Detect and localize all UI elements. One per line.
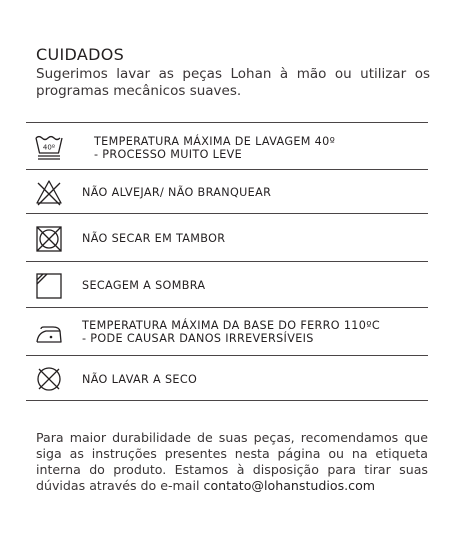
care-item-wash	[26, 122, 428, 169]
care-line: TEMPERATURA MÁXIMA DE LAVAGEM 40º	[94, 135, 336, 148]
care-line: NÃO SECAR EM TAMBOR	[82, 232, 226, 245]
care-item-iron	[26, 307, 428, 355]
do-not-tumble-dry-icon	[34, 224, 64, 254]
care-item-dry-clean	[26, 355, 428, 401]
iron-low-heat-icon	[34, 319, 64, 349]
care-item-text	[82, 232, 225, 245]
care-intro: Sugerimos lavar as peças Lohan à mão ou utilizar os programas mecânicos suaves.	[36, 66, 430, 99]
care-line: SECAGEM A SOMBRA	[82, 279, 206, 292]
care-item-text	[82, 186, 271, 199]
do-not-dry-clean-icon	[34, 364, 64, 394]
care-line: NÃO ALVEJAR/ NÃO BRANQUEAR	[82, 186, 272, 199]
care-item-tumble	[26, 213, 428, 261]
footer-text: Para maior durabilidade de suas peças, recomendamos que siga as instruções presentes nesta página ou na etiqueta interna do produto. Estamos à disposição para tirar suas dúvidas através do e-mail	[36, 430, 428, 493]
care-line: - PODE CAUSAR DANOS IRREVERSÍVEIS	[82, 332, 314, 345]
care-item-shade	[26, 261, 428, 307]
wash-40-gentle-icon	[34, 132, 64, 162]
care-line: TEMPERATURA MÁXIMA DA BASE DO FERRO 110ºC	[82, 319, 381, 332]
care-line: NÃO LAVAR A SECO	[82, 373, 198, 386]
care-instructions-list	[26, 122, 428, 401]
care-item-text	[82, 319, 380, 345]
care-item-text	[82, 279, 205, 292]
care-footer	[36, 430, 428, 494]
care-item-text	[94, 135, 335, 161]
do-not-bleach-icon	[34, 178, 64, 208]
care-title: CUIDADOS	[36, 45, 125, 64]
contact-email-link[interactable]: contato@lohanstudios.com	[203, 478, 376, 493]
care-line: - PROCESSO MUITO LEVE	[94, 148, 243, 161]
dry-in-shade-icon	[34, 271, 64, 301]
care-item-text	[82, 373, 197, 386]
care-item-bleach	[26, 169, 428, 213]
wash-temperature-label: 40º	[42, 143, 56, 152]
